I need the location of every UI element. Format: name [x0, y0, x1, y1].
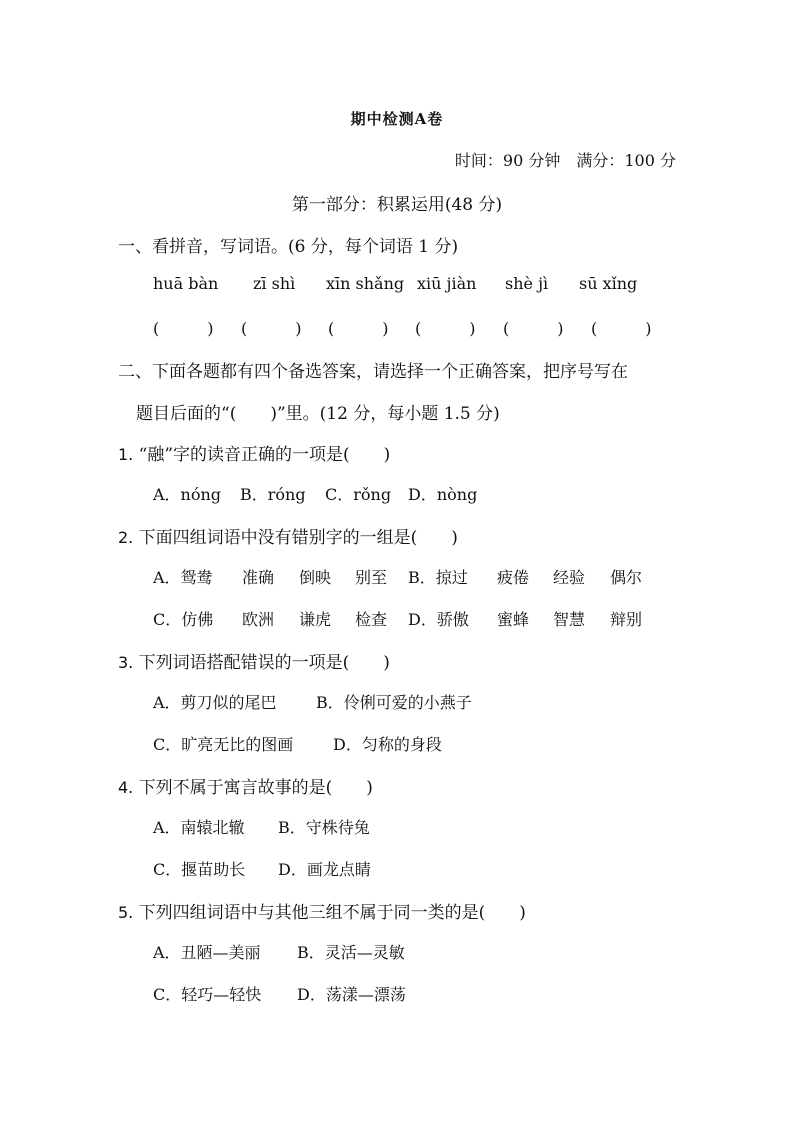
pinyin-item: shè jì: [505, 274, 549, 293]
pinyin-item: huā bàn: [153, 274, 219, 293]
question-number: 2.: [118, 528, 134, 547]
option-word: 欧洲: [242, 610, 275, 629]
answer-blank[interactable]: ( ): [241, 319, 302, 338]
question-1: [118, 440, 390, 465]
option[interactable]: D．nòng: [408, 485, 478, 504]
question-number: 1.: [118, 445, 134, 464]
option[interactable]: C．仿佛: [153, 610, 214, 629]
option-word: 智慧: [553, 610, 586, 629]
option-word: 准确: [242, 568, 275, 587]
section2-heading-line1: 二、下面各题都有四个备选答案，请选择一个正确答案，把序号写在: [118, 362, 628, 382]
question-number: 3.: [118, 653, 134, 672]
option[interactable]: D．骄傲: [408, 610, 469, 629]
question-text: 下面四组词语中没有错别字的一组是( ): [138, 528, 458, 548]
question-text: 下列不属于寓言故事的是( ): [138, 778, 373, 798]
option[interactable]: C．轻巧—轻快: [153, 985, 262, 1004]
option[interactable]: B．róng: [240, 485, 306, 504]
option-word: 疲倦: [497, 568, 530, 587]
pinyin-item: zī shì: [253, 274, 296, 293]
option[interactable]: A．剪刀似的尾巴: [153, 693, 277, 712]
option-word: 检查: [355, 610, 388, 629]
option[interactable]: C．揠苗助长: [153, 860, 246, 879]
option-word: 偶尔: [610, 568, 643, 587]
option[interactable]: A．丑陋—美丽: [153, 943, 261, 962]
answer-blank[interactable]: ( ): [415, 319, 476, 338]
answer-blank[interactable]: ( ): [328, 319, 389, 338]
answer-blank[interactable]: ( ): [591, 319, 652, 338]
question-2: [118, 523, 458, 548]
option-word: 倒映: [299, 568, 332, 587]
answer-blank[interactable]: ( ): [503, 319, 564, 338]
option[interactable]: B．灵活—灵敏: [297, 943, 405, 962]
question-4: [118, 773, 373, 798]
option-word: 别至: [355, 568, 388, 587]
question-text: “融”字的读音正确的一项是( ): [138, 445, 391, 465]
option[interactable]: B．掠过: [408, 568, 468, 587]
option-word: 经验: [553, 568, 586, 587]
question-number: 5.: [118, 903, 134, 922]
exam-title: 期中检测A卷: [350, 110, 444, 128]
option-word: 蜜蜂: [497, 610, 530, 629]
pinyin-item: sū xǐng: [579, 274, 638, 293]
section1-heading: 一、看拼音，写词语。(6 分，每个词语 1 分): [118, 237, 459, 257]
option[interactable]: D．荡漾—漂荡: [297, 985, 406, 1004]
option[interactable]: D．匀称的身段: [333, 735, 442, 754]
question-text: 下列词语搭配错误的一项是( ): [138, 653, 390, 673]
question-5: [118, 898, 526, 923]
exam-time-score: 时间：90 分钟 满分：100 分: [454, 151, 676, 170]
section2-heading-line2: 题目后面的“( )”里。(12 分，每小题 1.5 分): [136, 404, 500, 424]
option[interactable]: B．伶俐可爱的小燕子: [316, 693, 472, 712]
pinyin-item: xiū jiàn: [417, 274, 477, 293]
question-text: 下列四组词语中与其他三组不属于同一类的是( ): [138, 903, 526, 923]
answer-blank[interactable]: ( ): [153, 319, 214, 338]
option[interactable]: C．rǒng: [325, 485, 392, 504]
option[interactable]: D．画龙点睛: [278, 860, 371, 879]
part-heading: 第一部分：积累运用(48 分): [291, 195, 503, 215]
option[interactable]: C．旷亮无比的图画: [153, 735, 294, 754]
option[interactable]: A．鸳鸯: [153, 568, 213, 587]
question-number: 4.: [118, 778, 134, 797]
option-word: 谦虎: [299, 610, 332, 629]
option[interactable]: B．守株待兔: [278, 818, 370, 837]
option[interactable]: A．南辕北辙: [153, 818, 245, 837]
option[interactable]: A．nóng: [153, 485, 222, 504]
option-word: 辩别: [610, 610, 643, 629]
question-3: [118, 648, 390, 673]
pinyin-item: xīn shǎng: [326, 274, 405, 293]
